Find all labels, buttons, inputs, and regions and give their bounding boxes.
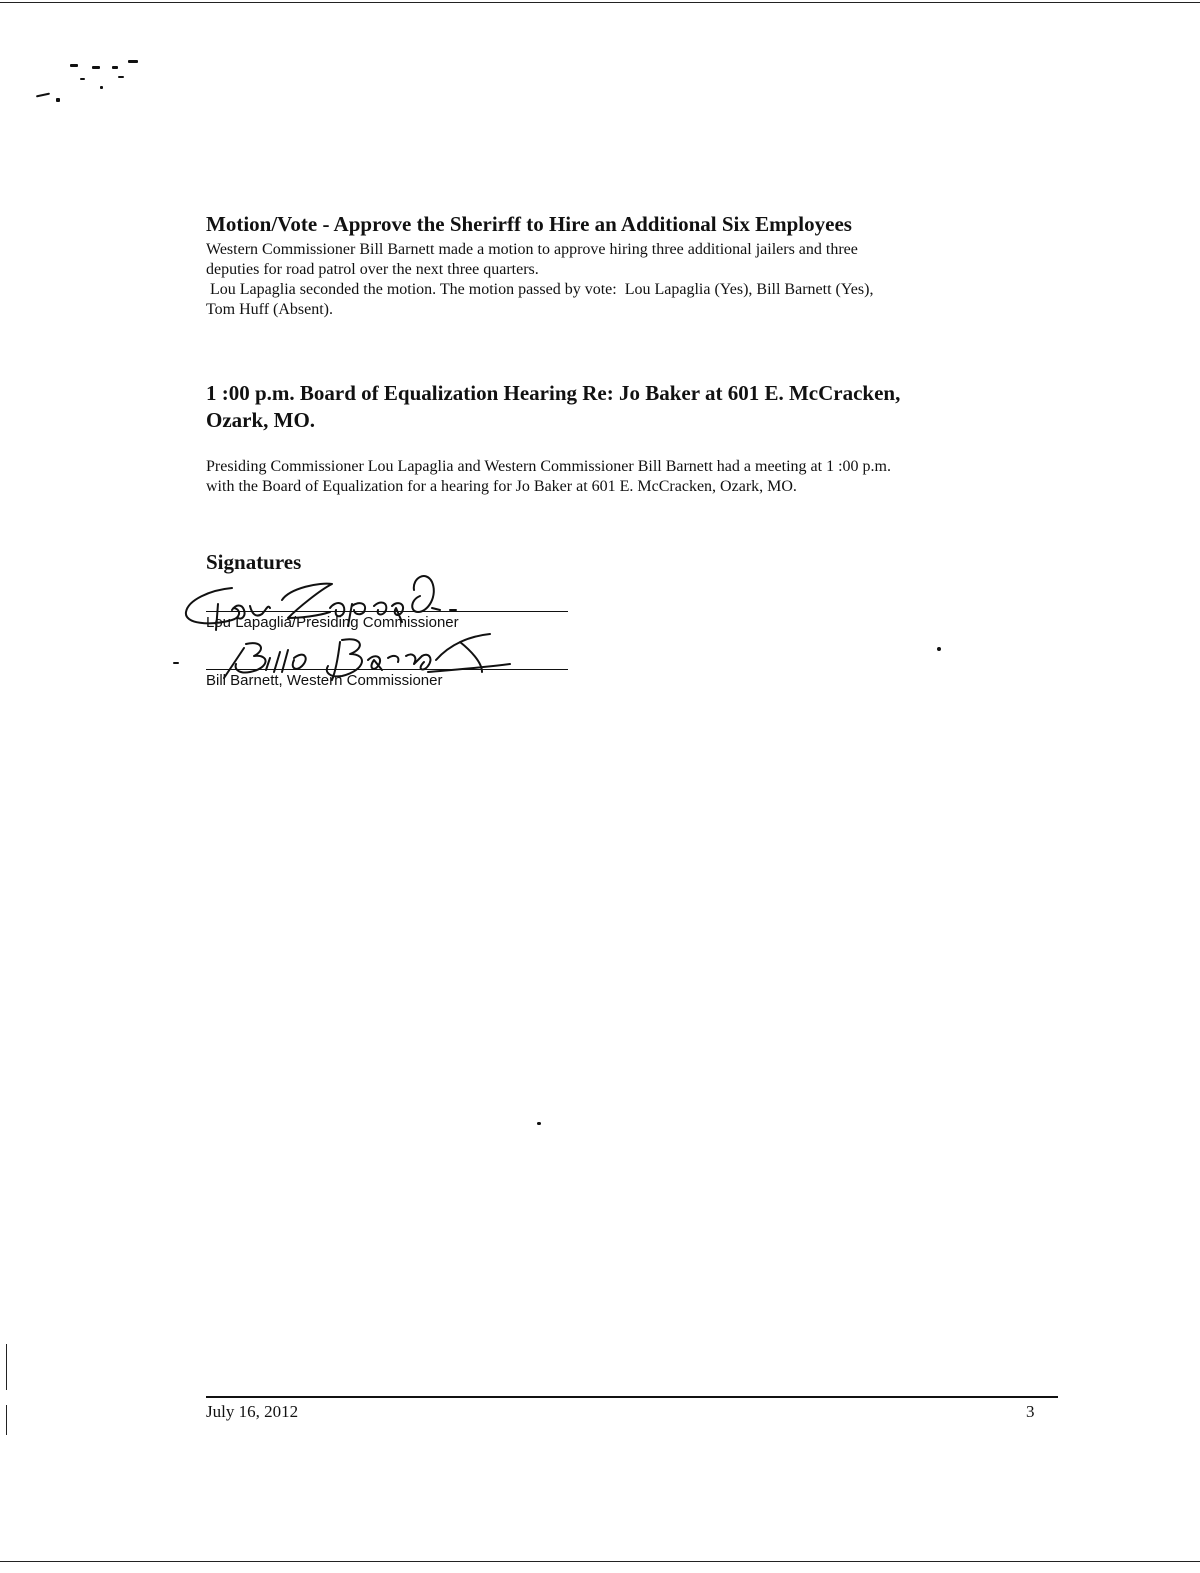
hearing-text-line: with the Board of Equalization for a hearing for Jo Baker at 601 E. McCracken, Ozark, MO. <box>206 478 797 495</box>
footer-date: July 16, 2012 <box>206 1402 299 1421</box>
scan-left-mark <box>6 1344 7 1390</box>
scan-speck <box>537 1122 541 1125</box>
motion-heading: Motion/Vote - Approve the Sherirff to Hire an Additional Six Employees <box>206 212 852 236</box>
scan-top-line <box>0 2 1200 3</box>
scan-speck <box>128 60 138 63</box>
motion-text-line: Tom Huff (Absent). <box>206 301 334 318</box>
hearing-text-line: Presiding Commissioner Lou Lapaglia and Western Commissioner Bill Barnett had a meeting at 1 :00 p.m. <box>206 458 891 475</box>
signatures-heading: Signatures <box>206 550 302 574</box>
motion-body <box>206 240 1066 320</box>
scan-bottom-line <box>0 1561 1200 1562</box>
hearing-heading-line: Ozark, MO. <box>206 408 316 432</box>
scan-speck <box>36 93 50 98</box>
handwritten-signatures <box>170 560 530 690</box>
signature-caption-2: Bill Barnett, Western Commissioner <box>206 672 443 689</box>
motion-text-line: deputies for road patrol over the next three quarters. <box>206 261 539 278</box>
scan-speck <box>100 86 103 89</box>
scan-speck <box>937 647 941 651</box>
footer-rule <box>206 1396 1058 1398</box>
motion-text-line: Western Commissioner Bill Barnett made a motion to approve hiring three additional jailers and three <box>206 241 858 258</box>
scan-speck <box>92 66 100 69</box>
signature-bill-barnett <box>224 634 510 680</box>
scan-speck <box>118 76 124 78</box>
hearing-heading-line: 1 :00 p.m. Board of Equalization Hearing Re: Jo Baker at 601 E. McCracken, <box>206 381 901 405</box>
scan-left-mark <box>6 1405 7 1435</box>
signature-caption-1: Lou Lapaglia/Presiding Commissioner <box>206 614 459 631</box>
scan-speck <box>112 66 118 69</box>
scan-speck <box>70 64 78 67</box>
hearing-body <box>206 457 1066 497</box>
scan-speck <box>56 98 60 102</box>
motion-text-line: Lou Lapaglia seconded the motion. The motion passed by vote: Lou Lapaglia (Yes), Bill Barnett (Yes), <box>206 281 874 298</box>
page-number: 3 <box>1026 1402 1035 1421</box>
scan-speck <box>80 78 85 80</box>
signature-lou-lapaglia <box>186 576 456 630</box>
hearing-section <box>206 380 1066 434</box>
motion-section <box>206 212 1066 236</box>
